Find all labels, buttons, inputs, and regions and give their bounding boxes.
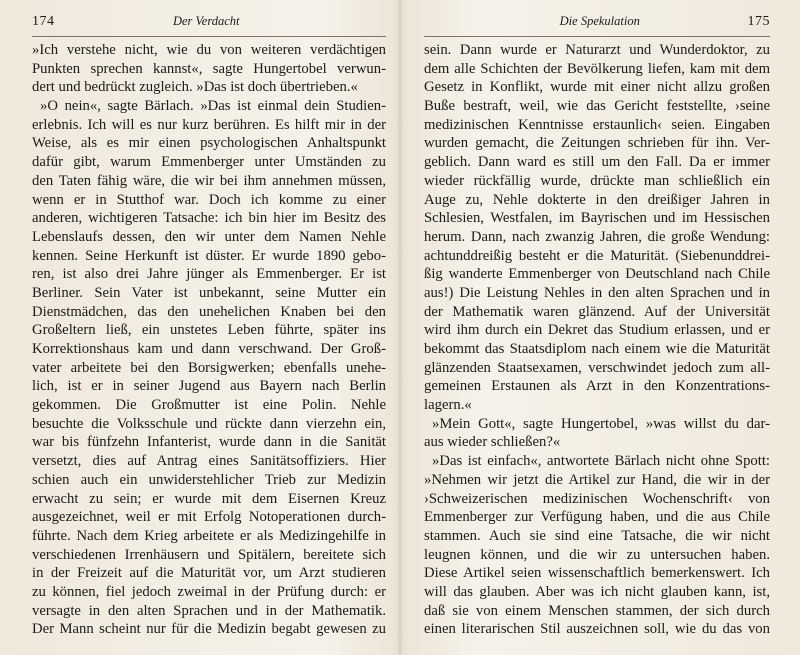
text-line: der Mathematik waren glänzend. Auf der Universität xyxy=(424,303,770,320)
text-line: geblich. Dann ward es still um den Fall. Da er immer xyxy=(424,154,770,171)
text-line: »O nein«, sagte Bärlach. »Das ist einmal dein Studien- xyxy=(40,98,386,115)
text-line: einen literarischen Stil auszeichnen soll, wie du das von xyxy=(424,621,770,638)
text-line: Lebenslaufs dessen, den wir unter dem Namen Nehle xyxy=(32,228,386,245)
text-line: schien auch ein unwiderstehlicher Trieb zur Medizin xyxy=(32,471,386,488)
text-line: gemeinen Erstaunen als Arzt in den Konzentrations- xyxy=(424,378,770,395)
text-line: erwacht zu sein; er wurde mit dem Eisernen Kreuz xyxy=(32,490,386,507)
text-line: gekommen. Die Großmutter ist eine Polin. Nehle xyxy=(32,397,386,414)
text-line: bekommt das Staatsdiplom nach einem wie die Maturität xyxy=(424,341,770,357)
text-line: führte. Nach dem Krieg arbeitete er als Medizingehilfe in xyxy=(32,527,386,544)
page-body xyxy=(32,41,386,639)
text-line: besuchte die Volksschule und rückte dann vierzehn ein, xyxy=(32,415,386,432)
text-line: sein. Dann wurde er Naturarzt und Wunderdoktor, zu xyxy=(424,42,770,58)
text-line: Korrektionshaus kam und dann verschwand. Der Groß- xyxy=(32,341,386,357)
text-line: Emmenberger zur Verfügung haben, und die aus Chile xyxy=(424,509,770,526)
text-line: anderen, wichtigeren Tatsache: ich bin hier im Besitz des xyxy=(32,210,386,227)
text-line: Weise, als es mir einen psychologischen Anhaltspunkt xyxy=(32,135,386,152)
text-line: leugnen können, und die wir zu untersuchen haben. xyxy=(424,546,770,563)
text-line: Buße bestraft, weil, wie das Gericht feststellte, ›seine xyxy=(424,98,770,115)
text-line: dafür gibt, warum Emmenberger unter Umständen zu xyxy=(32,154,386,171)
text-line: Berliner. Sein Vater ist unbekannt, seine Mutter ein xyxy=(32,284,386,301)
text-line: kennen. Seine Herkunft ist düster. Er wurde 1890 gebo- xyxy=(32,247,386,264)
page-number: 174 xyxy=(32,14,55,29)
text-line: Dienstmädchen, das den unehelichen Knaben bei den xyxy=(32,303,386,320)
text-line: dem alle Schichten der Bevölkerung liefen, kam mit dem xyxy=(424,60,770,77)
text-line: stammen. Auch sie sind eine Tatsache, die wir nicht xyxy=(424,527,770,544)
text-line: »Das ist einfach«, antwortete Bärlach nicht ohne Spott: xyxy=(432,453,770,470)
text-line: medizinischen Kenntnisse erstaunlich‹ seien. Eingaben xyxy=(424,116,770,133)
text-line: Großeltern ließ, ein unstetes Leben führte, später ins xyxy=(32,322,386,339)
text-line: Diese Artikel seien wissenschaftlich bemerkenswert. Ich xyxy=(424,565,770,582)
text-line: Punkten sprechen kannst«, sagte Hungertobel verwun- xyxy=(32,60,386,77)
text-line: wurden gemacht, die Zeitungen schrieben für ihn. Ver- xyxy=(424,135,770,152)
text-line: in der Freizeit auf die Maturität vor, um Arzt studieren xyxy=(32,565,386,582)
text-line: war bis fünfzehn Infanterist, wurde dann in die Sanität xyxy=(32,434,386,451)
page-number: 175 xyxy=(747,14,770,29)
text-line: versetzt, dies auf Antrag eines Sanitätsoffiziers. Hier xyxy=(32,453,386,470)
left-page-header xyxy=(32,14,386,32)
text-line: glänzenden Staatsexamen, verschwindet jedoch zum all- xyxy=(424,359,770,376)
text-line: achtunddreißig besteht er die Maturität. (Siebenunddrei- xyxy=(424,247,770,264)
text-line: den Taten fähig wäre, die wir bei ihm annehmen müssen, xyxy=(32,172,386,189)
text-line: ausgezeichnet, weil er mit Erfolg Notoperationen durch- xyxy=(32,509,386,526)
text-line: aus!) Die Leistung Nehles in den alten Sprachen und in xyxy=(424,284,770,301)
text-line: versagte in den alten Sprachen und in der Mathematik. xyxy=(32,602,386,619)
text-line: ren, ist also drei Jahre jünger als Emmenberger. Er ist xyxy=(32,266,386,283)
text-line: verschiedenen Irrenhäusern und Spitälern, bereitete sich xyxy=(32,546,386,563)
running-head: Die Spekulation xyxy=(559,14,640,28)
text-line: »Ich verstehe nicht, wie du von weiteren verdächtigen xyxy=(32,42,386,58)
text-line: »Mein Gott«, sagte Hungertobel, »was willst du dar- xyxy=(432,415,770,432)
text-line: lagern.« xyxy=(424,397,472,414)
page-body xyxy=(424,41,770,639)
text-line: will das glauben. Aber was ich nicht glauben kann, ist, xyxy=(424,583,770,600)
text-line: ›Schweizerischen medizinischen Wochenschrift‹ von xyxy=(424,490,770,507)
text-line: herum. Dann, nach zwanzig Jahren, die große Wendung: xyxy=(424,228,770,245)
text-line: lich, ist er in seiner Jugend aus Bayern nach Berlin xyxy=(32,378,386,395)
text-line: wieder rückfällig wurde, drückte man schließlich ein xyxy=(424,172,770,189)
text-line: Schlesien, Westfalen, im Bayrischen und im Hessischen xyxy=(424,210,770,227)
text-line: erlebnis. Ich will es nur kurz berühren. Es hilft mir in der xyxy=(32,116,386,133)
text-line: »Nehmen wir jetzt die Artikel zur Hand, die wir in der xyxy=(424,471,770,488)
running-head: Der Verdacht xyxy=(172,14,240,28)
text-line: Gesetz in Konflikt, wurde mit einer nicht allzu großen xyxy=(424,79,770,96)
text-line: aus wieder schließen?« xyxy=(424,434,561,451)
text-line: dert und bedrückt zugleich. »Das ist doch übertrieben.« xyxy=(32,79,358,96)
text-line: Der Mann scheint nur für die Medizin begabt gewesen zu xyxy=(32,621,386,638)
text-line: vater arbeitete bei den Borsigwerken; ebenfalls unehe- xyxy=(32,359,386,376)
text-line: Auge zu, Nehle dokterte in den dreißiger Jahren in xyxy=(424,191,770,208)
text-line: ßig wanderte Emmenberger von Deutschland nach Chile xyxy=(424,266,770,283)
text-line: wird ihm durch ein Dekret das Studium erlassen, und er xyxy=(424,322,770,339)
right-page xyxy=(400,0,800,655)
text-line: zu können, fiel jedoch zweimal in der Prüfung durch: er xyxy=(32,583,386,600)
text-line: daß sie von einem Menschen stammen, der sich durch xyxy=(424,602,770,619)
right-page-header xyxy=(424,14,770,32)
text-line: wenn er in Stutthof war. Doch ich komme zu einer xyxy=(32,191,386,208)
header-rule xyxy=(424,36,770,37)
header-rule xyxy=(32,36,386,37)
